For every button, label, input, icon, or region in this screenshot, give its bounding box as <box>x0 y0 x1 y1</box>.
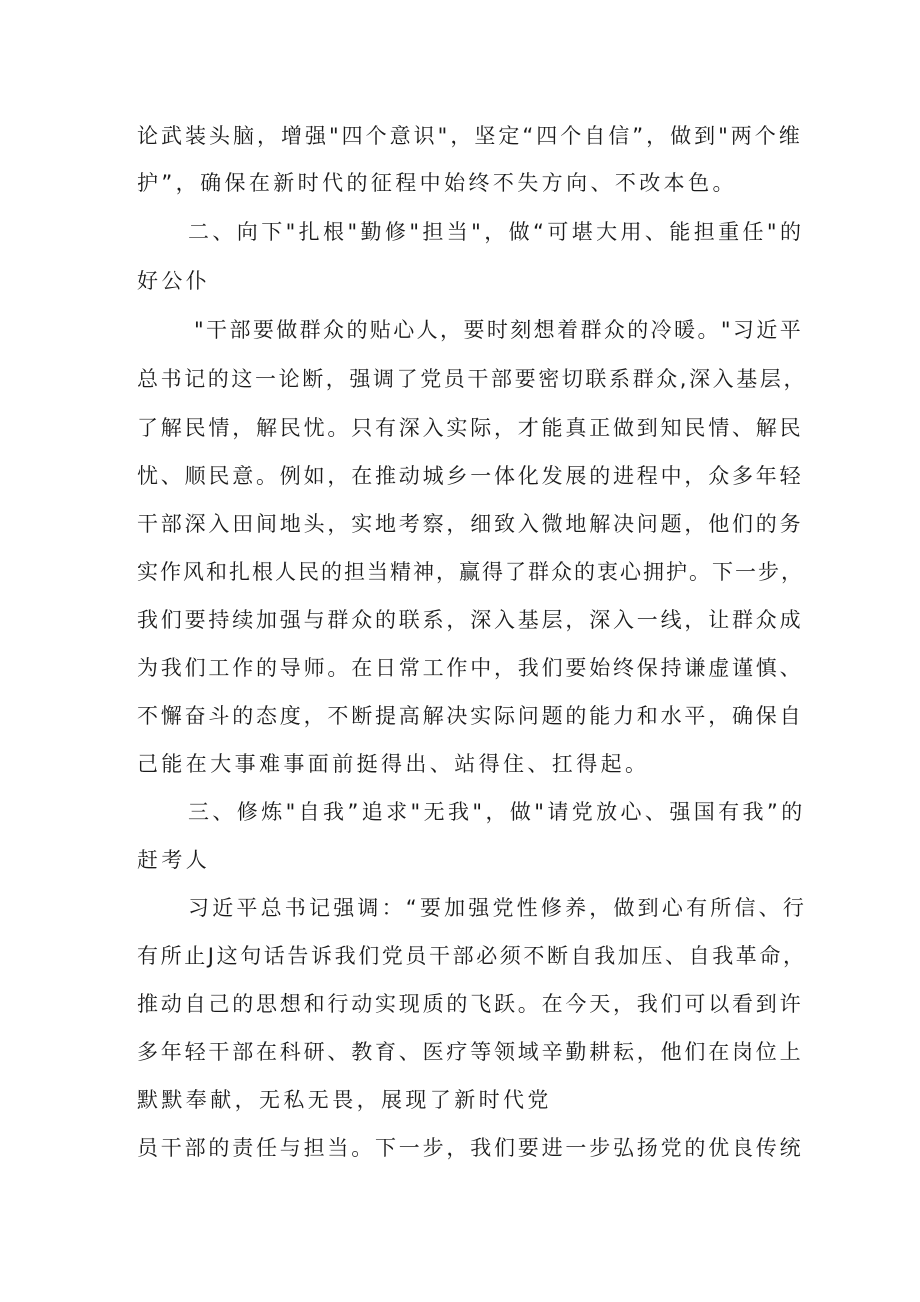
text-line: 论武装头脑，增强"四个意识"，坚定“四个自信”，做到"两个维 <box>137 124 803 148</box>
text-line: 默默奉献，无私无畏，展现了新时代党 <box>137 1088 552 1112</box>
text-line: 了解民情，解民忧。只有深入实际，才能真正做到知民情、解民 <box>137 416 804 440</box>
section-heading-3: 三、修炼"自我”追求"无我"，做"请党放心、强国有我”的 <box>188 800 806 824</box>
section-heading-2-cont: 好公仆 <box>137 269 211 293</box>
text-line: 习近平总书记强调：“要加强党性修养，做到心有所信、行 <box>188 896 808 920</box>
text-line: 多年轻干部在科研、教育、医疗等领域辛勤耕耘，他们在岗位上 <box>137 1040 804 1064</box>
text-line: 我们要持续加强与群众的联系，深入基层，深入一线，让群众成 <box>137 608 804 632</box>
text-line: 忧、顺民意。例如，在推动城乡一体化发展的进程中，众多年轻 <box>137 464 804 488</box>
text-line: 有所止J这句话告诉我们党员干部必须不断自我加压、自我革命， <box>137 944 807 968</box>
text-line: 不懈奋斗的态度，不断提高解决实际问题的能力和水平，确保自 <box>137 704 804 728</box>
text-line: 推动自己的思想和行动实现质的飞跃。在今天，我们可以看到许 <box>137 992 804 1016</box>
text-line: 己能在大事难事面前挺得出、站得住、扛得起。 <box>137 752 650 776</box>
section-heading-3-cont: 赶考人 <box>137 848 211 872</box>
text-line: 护”，确保在新时代的征程中始终不失方向、不改本色。 <box>137 171 737 195</box>
section-heading-2: 二、向下"扎根"勤修"担当"，做“可堪大用、能担重任"的 <box>188 220 805 244</box>
text-line: 员干部的责任与担当。下一步，我们要进一步弘扬党的优良传统 <box>137 1136 804 1160</box>
text-line: 总书记的这一论断，强调了党员干部要密切联系群众,深入基层， <box>137 367 808 391</box>
text-line: "干部要做群众的贴心人，要时刻想着群众的冷暖。"习近平 <box>194 318 804 342</box>
text-line: 为我们工作的导师。在日常工作中，我们要始终保持谦虚谨慎、 <box>137 656 804 680</box>
text-line: 实作风和扎根人民的担当精神，赢得了群众的衷心拥护。下一步， <box>137 560 804 584</box>
text-line: 干部深入田间地头，实地考察，细致入微地解决问题，他们的务 <box>137 512 804 536</box>
